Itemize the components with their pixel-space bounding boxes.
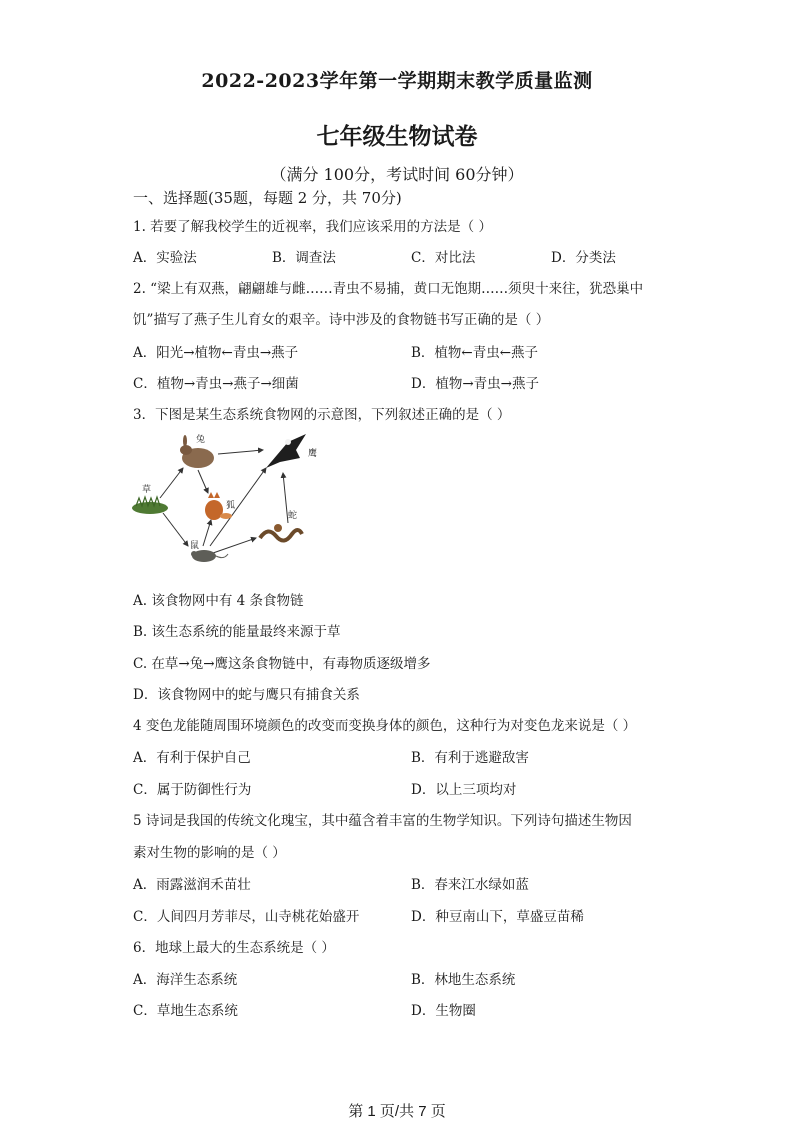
page-number: 第 1 页/共 7 页 <box>348 1103 446 1120</box>
question-4-option-a: A．有利于保护自己 <box>133 750 251 766</box>
question-1-stem: 1. 若要了解我校学生的近视率，我们应该采用的方法是（ ） <box>133 219 492 235</box>
question-3-option-b: B. 该生态系统的能量最终来源于草 <box>133 624 341 640</box>
question-6-option-a: A．海洋生态系统 <box>133 972 238 988</box>
question-6-stem: 6．地球上最大的生态系统是（ ） <box>133 940 335 956</box>
question-4-stem: 4 变色龙能随周围环境颜色的改变而变换身体的颜色，这种行为对变色龙来说是（ ） <box>133 718 637 734</box>
question-1-option-a: A．实验法 <box>133 250 197 266</box>
question-4-option-c: C．属于防御性行为 <box>133 782 252 798</box>
label-rabbit: 兔 <box>196 435 206 445</box>
arrow-grass-mouse <box>163 513 188 546</box>
question-5-option-d: D．种豆南山下，草盛豆苗稀 <box>411 909 584 925</box>
question-2-option-b: B．植物←青虫←燕子 <box>411 345 539 361</box>
question-2-stem-line1: 2. “梁上有双燕，翩翩雄与雌……青虫不易捕，黄口无饱期……须臾十来往，犹恐巢中 <box>133 281 644 297</box>
arrow-mouse-fox <box>203 520 211 546</box>
question-6-option-b: B．林地生态系统 <box>411 972 516 988</box>
question-5-option-c: C．人间四月芳菲尽，山寺桃花始盛开 <box>133 909 360 925</box>
label-fox: 狐 <box>226 501 236 511</box>
question-4-option-b: B．有利于逃避敌害 <box>411 750 529 766</box>
question-1-option-d: D．分类法 <box>551 250 616 266</box>
question-2-option-a: A．阳光→植物←青虫→燕子 <box>133 345 299 361</box>
question-5-option-b: B．春来江水绿如蓝 <box>411 877 529 893</box>
arrow-rabbit-eagle <box>218 450 263 454</box>
exam-title: 2022-2023学年第一学期期末教学质量监测 <box>201 70 593 92</box>
question-2-option-c: C．植物→青虫→燕子→细菌 <box>133 376 299 392</box>
snake-picture <box>260 524 302 541</box>
label-snake: 蛇 <box>288 511 298 521</box>
exam-info: （满分 100分，考试时间 60分钟） <box>270 165 524 184</box>
label-grass: 草 <box>142 485 152 495</box>
grass-picture <box>132 497 168 514</box>
question-1-option-c: C．对比法 <box>411 250 476 266</box>
arrow-mouse-snake <box>213 538 256 553</box>
label-eagle: 鹰 <box>308 449 318 459</box>
question-5-stem-line1: 5 诗词是我国的传统文化瑰宝，其中蕴含着丰富的生物学知识。下列诗句描述生物因 <box>133 813 632 829</box>
question-3-option-a: A. 该食物网中有 4 条食物链 <box>133 593 304 609</box>
section-heading: 一、选择题(35题，每题 2 分，共 70分) <box>133 189 402 207</box>
question-3-option-c: C. 在草→兔→鹰这条食物链中，有毒物质逐级增多 <box>133 656 431 672</box>
question-2-option-d: D．植物→青虫→燕子 <box>411 376 539 392</box>
mouse-picture <box>191 550 228 562</box>
arrow-rabbit-fox <box>198 470 208 493</box>
question-3-stem: 3．下图是某生态系统食物网的示意图，下列叙述正确的是（ ） <box>133 407 511 423</box>
question-6-option-c: C．草地生态系统 <box>133 1003 238 1019</box>
question-3-option-d: D．该食物网中的蛇与鹰只有捕食关系 <box>133 687 360 703</box>
food-web-figure <box>128 428 328 568</box>
exam-subject: 七年级生物试卷 <box>316 123 478 150</box>
question-5-stem-line2: 素对生物的影响的是（ ） <box>133 845 286 861</box>
question-1-option-b: B．调查法 <box>272 250 336 266</box>
question-5-option-a: A．雨露滋润禾苗壮 <box>133 877 251 893</box>
question-6-option-d: D．生物圈 <box>411 1003 476 1019</box>
question-4-option-d: D．以上三项均对 <box>411 782 517 798</box>
eagle-picture <box>266 434 306 468</box>
label-mouse: 鼠 <box>190 541 200 551</box>
arrow-grass-rabbit <box>160 468 183 498</box>
question-2-stem-line2: 饥”描写了燕子生儿育女的艰辛。诗中涉及的食物链书写正确的是（ ） <box>133 312 550 328</box>
